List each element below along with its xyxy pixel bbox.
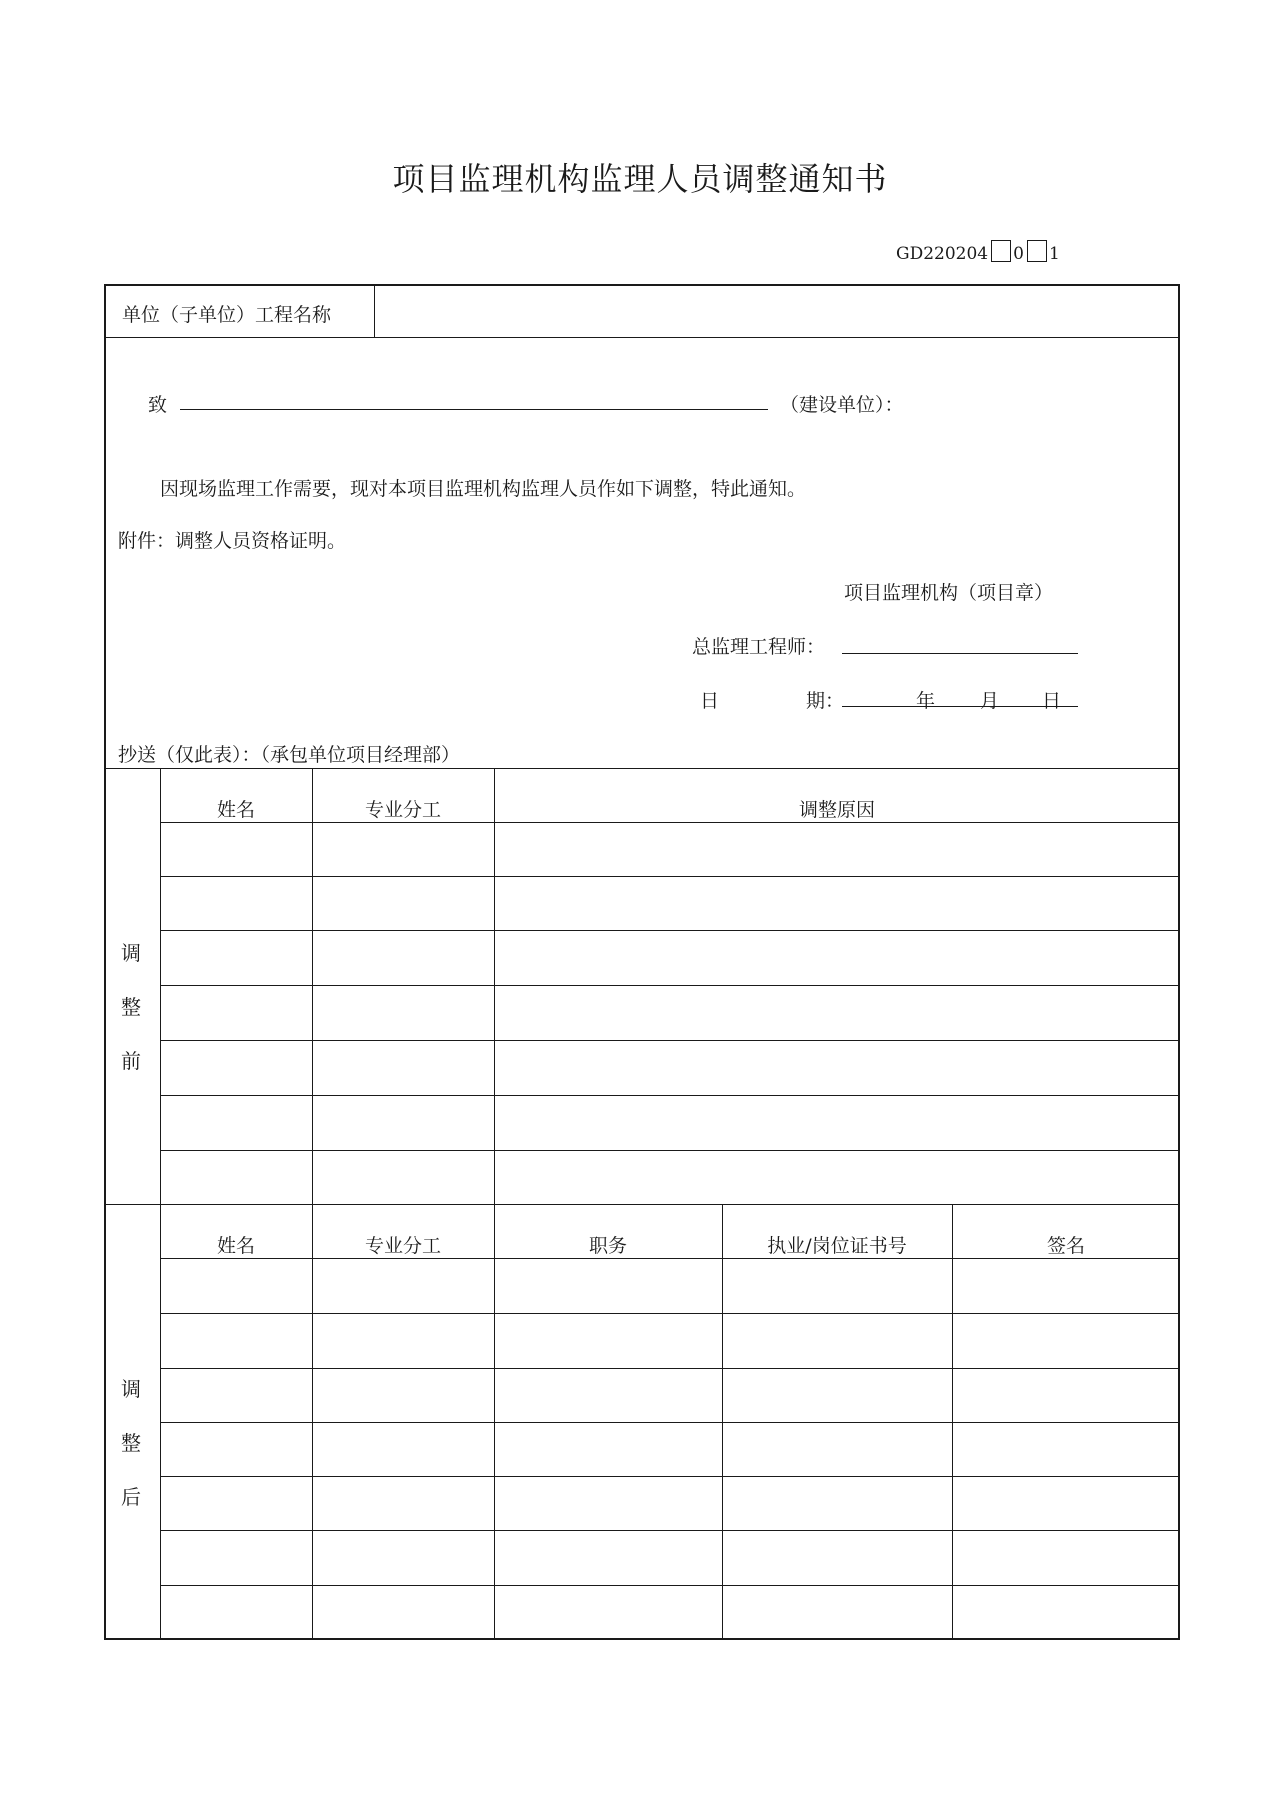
after-header-position: 职务	[588, 1235, 627, 1257]
org-seal-label: 项目监理机构（项目章）	[844, 582, 1054, 604]
addressee-prefix: 致	[148, 394, 168, 416]
divider	[374, 284, 375, 337]
before-label-char: 整	[121, 995, 141, 1019]
project-name-label: 单位（子单位）工程名称	[122, 304, 332, 326]
divider	[104, 768, 1180, 769]
after-label-char: 整	[121, 1431, 141, 1455]
after-section-label	[116, 1362, 146, 1524]
divider	[312, 768, 313, 1204]
after-label-char: 调	[121, 1377, 141, 1401]
checkbox-2[interactable]	[1027, 240, 1047, 262]
chief-engineer-label: 总监理工程师：	[692, 636, 826, 658]
date-day: 日	[1042, 690, 1062, 712]
addressee-suffix: （建设单位）：	[780, 394, 904, 416]
after-header-name: 姓名	[216, 1235, 255, 1257]
after-header-specialty: 专业分工	[364, 1235, 441, 1257]
divider	[160, 1095, 1180, 1096]
divider	[160, 1040, 1180, 1041]
checkbox-1[interactable]	[991, 240, 1011, 262]
before-header-name: 姓名	[216, 799, 255, 821]
chief-engineer-signature[interactable]	[842, 653, 1078, 654]
divider	[494, 768, 495, 1204]
after-header-certificate: 执业/岗位证书号	[767, 1235, 907, 1257]
date-month: 月	[980, 690, 1000, 712]
divider	[160, 768, 161, 1204]
date-label-ri: 日	[700, 690, 720, 712]
divider	[104, 1204, 1180, 1205]
addressee-input[interactable]	[180, 409, 768, 410]
divider	[104, 337, 1180, 338]
before-header-reason: 调整原因	[798, 799, 875, 821]
cc-note: 抄送（仅此表）：（承包单位项目经理部）	[118, 744, 461, 766]
after-label-char: 后	[121, 1485, 141, 1509]
form-code-suffix-2: 1	[1048, 244, 1060, 264]
divider	[160, 1530, 1180, 1531]
form-code-prefix: GD220204	[896, 244, 989, 264]
divider	[160, 985, 1180, 986]
divider	[160, 1476, 1180, 1477]
divider	[160, 1422, 1180, 1423]
form-code	[896, 240, 1060, 264]
divider	[160, 1313, 1180, 1314]
before-label-char: 调	[121, 941, 141, 965]
before-section-label	[116, 926, 146, 1088]
divider	[160, 876, 1180, 877]
attachment-note: 附件：调整人员资格证明。	[118, 530, 347, 552]
divider	[160, 1585, 1180, 1586]
divider	[160, 930, 1180, 931]
divider	[160, 1368, 1180, 1369]
before-label-char: 前	[121, 1049, 141, 1073]
notice-body: 因现场监理工作需要，现对本项目监理机构监理人员作如下调整，特此通知。	[160, 478, 807, 500]
divider	[160, 1258, 1180, 1259]
date-label-qi: 期：	[806, 690, 845, 712]
form-code-suffix-1: 0	[1013, 244, 1024, 264]
project-name-field[interactable]	[384, 300, 1164, 326]
divider	[160, 1150, 1180, 1151]
after-header-signature: 签名	[1046, 1235, 1085, 1257]
date-year: 年	[916, 690, 936, 712]
divider	[160, 822, 1180, 823]
before-header-specialty: 专业分工	[364, 799, 441, 821]
page-title: 项目监理机构监理人员调整通知书	[392, 160, 888, 198]
